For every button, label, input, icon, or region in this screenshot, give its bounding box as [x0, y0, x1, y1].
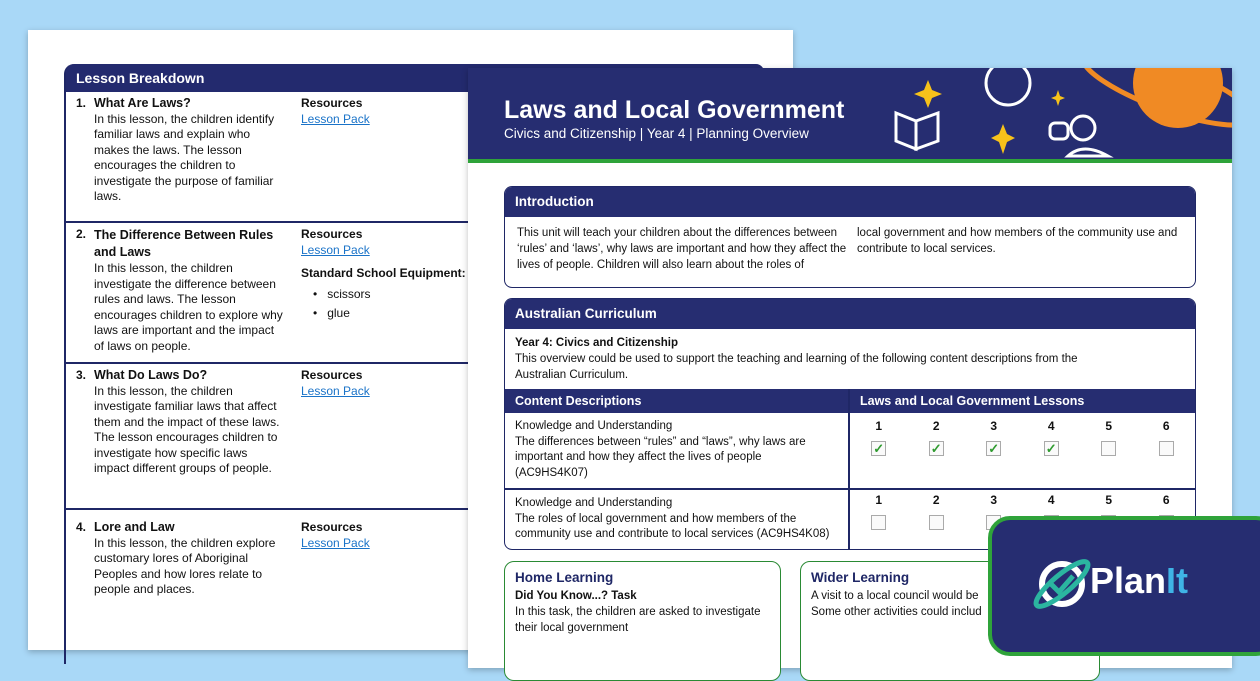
- book-icon: [896, 113, 938, 149]
- curriculum-row: [515, 419, 815, 481]
- lesson-number: 1: [875, 493, 883, 507]
- introduction-heading: Introduction: [505, 187, 1195, 217]
- planit-logo: [988, 516, 1260, 656]
- home-learning-section: [504, 561, 781, 681]
- lesson-number: 5: [1105, 493, 1113, 507]
- introduction-section: [504, 186, 1196, 288]
- lesson-desc: In this lesson, the children identify familiar laws and explain who makes the laws. The lesson encourages the children to investigate the purpose of familiar laws.: [94, 111, 275, 203]
- wider-learning-heading: Wider Learning: [811, 570, 910, 585]
- lesson-column: [1023, 419, 1081, 459]
- equipment-label: Standard School Equipment:: [301, 266, 466, 280]
- lesson-title: What Are Laws?: [94, 96, 191, 110]
- lesson-number: 3: [990, 419, 998, 433]
- planit-logo-text: PlanIt: [1090, 560, 1189, 601]
- lesson-title: Lore and Law: [94, 520, 175, 534]
- equipment-item: • scissors: [313, 286, 371, 301]
- content-description: The roles of local government and how members of the community use and contribute to local services (AC9HS4K08): [515, 512, 830, 540]
- page-title: Laws and Local Government: [504, 96, 845, 124]
- lesson-number: 4: [1047, 419, 1055, 433]
- lesson-column: [1138, 419, 1196, 459]
- lesson-number: 2: [932, 419, 940, 433]
- resources-label: Resources: [301, 520, 363, 534]
- lesson-checkbox[interactable]: ✓: [871, 441, 886, 456]
- resources-label: Resources: [301, 368, 363, 382]
- lesson-number: 3.: [76, 368, 87, 382]
- resources-label: Resources: [301, 96, 363, 110]
- lesson-checkbox[interactable]: ✓: [1044, 441, 1059, 456]
- introduction-text-col1: This unit will teach your children about the differences between ‘rules’ and ‘laws’, why laws are important and how they affect the lives of people. Children will also learn about the roles of: [517, 227, 847, 271]
- lesson-number: 4.: [76, 520, 87, 534]
- lesson-checkbox[interactable]: [929, 515, 944, 530]
- lesson-breakdown-heading: Lesson Breakdown: [66, 64, 764, 92]
- people-icon: [1050, 116, 1108, 156]
- lesson-pack-link[interactable]: Lesson Pack: [301, 111, 370, 126]
- lesson-number: 2.: [76, 227, 87, 241]
- lesson-checkbox[interactable]: [871, 515, 886, 530]
- resources-label: Resources: [301, 227, 363, 241]
- page-subtitle: Civics and Citizenship | Year 4 | Planning Overview: [504, 126, 809, 141]
- star-icon: [991, 124, 1015, 154]
- lesson-title: The Difference Between Rules and Laws: [94, 228, 274, 259]
- lesson-number: 5: [1105, 419, 1113, 433]
- strand-label: Knowledge and Understanding: [515, 420, 673, 432]
- curriculum-heading: Australian Curriculum: [505, 299, 1195, 329]
- curriculum-year: Year 4: Civics and Citizenship: [515, 337, 678, 349]
- lesson-desc: In this lesson, the children investigate the difference between rules and laws. The lesson encourages children to explore why laws are important and the impact of laws on people.: [94, 261, 283, 353]
- lesson-number: 1.: [76, 96, 87, 110]
- strand-label: Knowledge and Understanding: [515, 497, 673, 509]
- lesson-pack-link[interactable]: Lesson Pack: [301, 242, 370, 257]
- lesson-desc: In this lesson, the children investigate familiar laws that affect them and the impact of these laws. The lesson encourages children to investigate how specific laws impact different groups of people.: [94, 383, 280, 475]
- home-learning-task: Did You Know...? Task: [515, 590, 637, 602]
- wider-learning-desc2: Some other activities could includ: [811, 606, 982, 618]
- content-description: The differences between “rules” and “laws”, why laws are important and how they affect the lives of people (AC9HS4K07): [515, 435, 806, 479]
- lesson-column: [965, 419, 1023, 459]
- curriculum-row: [515, 496, 835, 543]
- col-content-descriptions: Content Descriptions: [505, 389, 848, 413]
- star-icon: [914, 80, 942, 108]
- globe-icon: [986, 68, 1030, 105]
- lesson-column: [908, 493, 966, 533]
- lesson-column: [908, 419, 966, 459]
- lesson-number: 4: [1047, 493, 1055, 507]
- lesson-number: 1: [875, 419, 883, 433]
- lesson-title: What Do Laws Do?: [94, 368, 208, 382]
- lesson-desc: In this lesson, the children explore customary lores of Aboriginal Peoples and how lores relate to people and places.: [94, 535, 276, 596]
- introduction-text-col2: local government and how members of the community use and contribute to local services.: [857, 227, 1178, 255]
- home-learning-heading: Home Learning: [515, 570, 614, 585]
- lesson-pack-link[interactable]: Lesson Pack: [301, 383, 370, 398]
- lesson-number: 2: [932, 493, 940, 507]
- wider-learning-desc: A visit to a local council would be: [811, 590, 979, 602]
- lesson-checkbox[interactable]: ✓: [929, 441, 944, 456]
- header-banner: [468, 68, 1232, 163]
- planit-logo-icon: [1027, 554, 1097, 614]
- lesson-number: 6: [1162, 493, 1170, 507]
- lesson-number: 6: [1162, 419, 1170, 433]
- header-illustration: [468, 68, 1232, 163]
- lesson-pack-link[interactable]: Lesson Pack: [301, 535, 370, 550]
- lesson-column: [1080, 419, 1138, 459]
- lesson-checkbox[interactable]: ✓: [986, 441, 1001, 456]
- planet-icon: [1133, 68, 1223, 128]
- star-icon: [1051, 90, 1065, 106]
- col-lessons: Laws and Local Government Lessons: [850, 389, 1196, 413]
- lesson-checkbox[interactable]: [1101, 441, 1116, 456]
- home-learning-desc: In this task, the children are asked to investigate their local government: [515, 606, 761, 634]
- lesson-column: [850, 419, 908, 459]
- lesson-number: 3: [990, 493, 998, 507]
- lesson-column: [850, 493, 908, 533]
- curriculum-section: [504, 298, 1196, 550]
- curriculum-intro: This overview could be used to support the teaching and learning of the following content descriptions from the Australian Curriculum.: [515, 353, 1078, 381]
- equipment-item: • glue: [313, 305, 350, 320]
- lesson-checkbox[interactable]: [1159, 441, 1174, 456]
